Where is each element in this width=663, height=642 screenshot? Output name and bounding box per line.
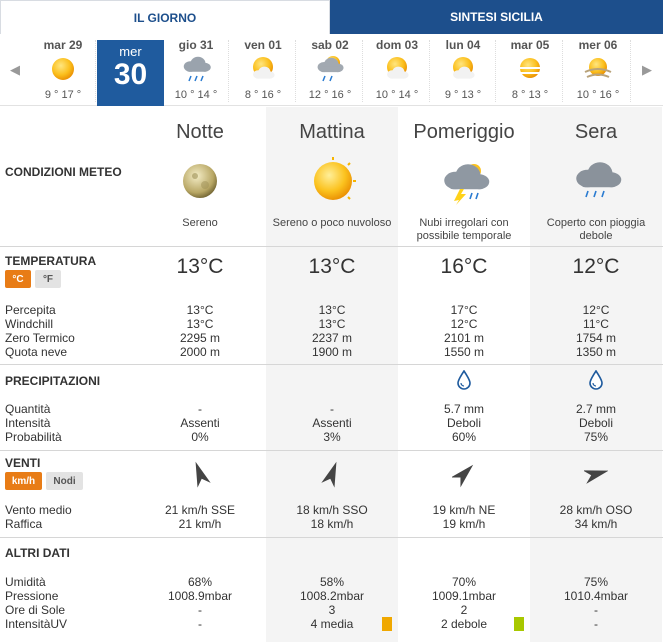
day-selected[interactable] <box>97 40 164 106</box>
section-title-temperature: TEMPERATURA <box>5 254 97 268</box>
temperature-value: 16°C <box>440 255 488 278</box>
chevron-right-icon[interactable]: ▶ <box>642 62 652 77</box>
wind-arrow-icon <box>188 459 212 489</box>
other-row-value: 4 media <box>310 617 354 631</box>
sun-cloud-icon <box>446 54 480 84</box>
temp-row-value: 1900 m <box>311 345 353 359</box>
wind-arrow-icon <box>452 459 476 489</box>
day-item[interactable] <box>230 34 296 106</box>
temp-row-value: 13°C <box>186 317 214 331</box>
other-row-value: 70% <box>451 575 477 589</box>
precip-row-value: Assenti <box>180 416 220 430</box>
precip-row-label: Quantità <box>5 402 51 416</box>
temp-row-value: 12°C <box>582 303 610 317</box>
forecast-grid <box>0 107 663 642</box>
wind-row-value: 18 km/h SSO <box>296 503 368 517</box>
temp-row-value: 1754 m <box>575 331 617 345</box>
wind-row-label: Vento medio <box>5 503 72 517</box>
wind-row-value: 21 km/h SSE <box>164 503 236 517</box>
temperature-value: 12°C <box>572 255 620 278</box>
day-divider <box>228 40 229 102</box>
day-item[interactable] <box>163 34 229 106</box>
sun-wind-icon <box>581 54 615 84</box>
selected-day-name: mer <box>119 44 142 59</box>
section-title-conditions: CONDIZIONI METEO <box>5 165 122 179</box>
other-row-value: - <box>594 617 598 631</box>
section-title-wind: VENTI <box>5 456 41 470</box>
moon-icon <box>180 161 220 201</box>
other-row-label: IntensitàUV <box>5 617 68 631</box>
period-header: Pomeriggio <box>413 121 515 143</box>
day-name: gio 31 <box>178 38 214 52</box>
day-divider <box>630 40 631 102</box>
day-temps: 8 ° 13 ° <box>511 89 549 101</box>
temp-row-value: 12°C <box>450 317 478 331</box>
day-divider <box>295 40 296 102</box>
temp-row-value: 2237 m <box>311 331 353 345</box>
other-row-value: 68% <box>187 575 213 589</box>
other-row-value: 1008.9mbar <box>167 589 233 603</box>
chevron-left-icon[interactable]: ◀ <box>10 62 20 77</box>
section-divider <box>0 450 663 451</box>
precip-row-label: Intensità <box>5 416 51 430</box>
unit-celsius-button[interactable]: °C <box>5 270 31 288</box>
precip-row-value: 75% <box>583 430 609 444</box>
day-divider <box>362 40 363 102</box>
uv-level-indicator <box>514 617 524 631</box>
other-row-label: Ore di Sole <box>5 603 66 617</box>
day-item[interactable] <box>30 34 96 106</box>
other-row-value: 2 debole <box>440 617 488 631</box>
other-row-value: 2 <box>460 603 468 617</box>
other-row-value: 1010.4mbar <box>563 589 629 603</box>
wind-arrow-icon <box>584 459 608 489</box>
other-row-value: 58% <box>319 575 345 589</box>
day-item[interactable] <box>565 34 631 106</box>
day-selector <box>0 34 663 106</box>
condition-description: Coperto con pioggia debole <box>546 217 646 242</box>
day-name: sab 02 <box>311 38 349 52</box>
day-temps: 9 ° 17 ° <box>44 89 82 101</box>
other-row-value: 75% <box>583 575 609 589</box>
section-title-precipitation: PRECIPITAZIONI <box>5 374 101 388</box>
precip-row-value: Assenti <box>312 416 352 430</box>
tab-il-giorno[interactable]: IL GIORNO <box>0 0 330 34</box>
sun-haze-icon <box>513 54 547 84</box>
temp-row-value: 11°C <box>583 317 609 331</box>
other-row-value: 3 <box>328 603 336 617</box>
precip-row-value: - <box>198 402 202 416</box>
thunderstorm-icon <box>434 161 494 205</box>
day-temps: 10 ° 16 ° <box>576 89 620 101</box>
precip-row-value: - <box>330 402 334 416</box>
other-row-value: 1008.2mbar <box>299 589 365 603</box>
section-title-other: ALTRI DATI <box>5 546 70 560</box>
day-temps: 10 ° 14 ° <box>174 89 218 101</box>
precip-row-value: Deboli <box>446 416 482 430</box>
sun-cloud-icon <box>380 54 414 84</box>
other-row-label: Pressione <box>5 589 59 603</box>
other-row-label: Umidità <box>5 575 46 589</box>
section-divider <box>0 537 663 538</box>
wind-row-value: 19 km/h <box>442 517 486 531</box>
sun-icon <box>46 54 80 84</box>
day-temps: 12 ° 16 ° <box>308 89 352 101</box>
temp-row-label: Zero Termico <box>5 331 75 345</box>
temperature-value: 13°C <box>176 255 224 278</box>
temp-row-value: 13°C <box>318 317 346 331</box>
section-divider <box>0 364 663 365</box>
wind-row-value: 28 km/h OSO <box>559 503 633 517</box>
temp-row-label: Quota neve <box>5 345 68 359</box>
unit-knots-button[interactable]: Nodi <box>46 472 83 490</box>
cloud-rain-icon <box>179 54 213 84</box>
wind-arrow-icon <box>320 459 344 489</box>
cloud-sun-rain-icon <box>313 54 347 84</box>
temp-row-value: 13°C <box>186 303 214 317</box>
uv-level-indicator <box>382 617 392 631</box>
precip-row-value: 0% <box>191 430 209 444</box>
day-divider <box>95 40 96 102</box>
day-divider <box>495 40 496 102</box>
other-row-value: - <box>594 603 598 617</box>
temperature-value: 13°C <box>308 255 356 278</box>
wind-row-value: 18 km/h <box>310 517 354 531</box>
condition-description: Nubi irregolari con possibile temporale <box>416 217 512 242</box>
other-row-value: - <box>198 603 202 617</box>
unit-fahrenheit-button[interactable]: °F <box>35 270 61 288</box>
day-divider <box>562 40 563 102</box>
period-header: Mattina <box>299 121 365 143</box>
other-row-value: 1009.1mbar <box>431 589 497 603</box>
tab-sintesi-sicilia[interactable]: SINTESI SICILIA <box>330 0 663 34</box>
temp-row-value: 2295 m <box>179 331 221 345</box>
precip-row-label: Probabilità <box>5 430 62 444</box>
temp-row-value: 2000 m <box>179 345 221 359</box>
temp-row-value: 1350 m <box>575 345 617 359</box>
day-name: dom 03 <box>375 38 418 52</box>
day-name: mer 06 <box>578 38 618 52</box>
temp-row-label: Percepita <box>5 303 56 317</box>
period-header: Sera <box>574 121 618 143</box>
temp-row-value: 17°C <box>450 303 478 317</box>
precip-row-value: 2.7 mm <box>575 402 616 416</box>
cloud-rain-icon <box>566 161 626 201</box>
temp-row-value: 13°C <box>318 303 346 317</box>
day-temps: 9 ° 13 ° <box>444 89 482 101</box>
day-temps: 8 ° 16 ° <box>244 89 282 101</box>
raindrop-icon <box>589 370 603 390</box>
period-header: Notte <box>176 121 224 143</box>
unit-kmh-button[interactable]: km/h <box>5 472 42 490</box>
day-temps: 10 ° 14 ° <box>375 89 419 101</box>
precip-row-value: 60% <box>451 430 477 444</box>
temp-row-value: 2101 m <box>443 331 485 345</box>
precip-row-value: 3% <box>323 430 341 444</box>
selected-day-number: 30 <box>113 58 148 91</box>
day-item[interactable] <box>430 34 496 106</box>
section-divider <box>0 246 663 247</box>
sun-cloud-icon <box>246 54 280 84</box>
top-tabs <box>0 0 663 34</box>
wind-row-value: 19 km/h NE <box>432 503 496 517</box>
condition-description: Sereno <box>182 217 218 229</box>
day-item[interactable] <box>364 34 430 106</box>
sun-icon <box>307 157 357 205</box>
day-name: mar 05 <box>510 38 550 52</box>
precip-row-value: Deboli <box>578 416 614 430</box>
condition-description: Sereno o poco nuvoloso <box>272 217 392 229</box>
raindrop-icon <box>457 370 471 390</box>
day-name: ven 01 <box>244 38 282 52</box>
wind-row-value: 21 km/h <box>178 517 222 531</box>
precip-row-value: 5.7 mm <box>443 402 484 416</box>
other-row-value: - <box>198 617 202 631</box>
day-name: mar 29 <box>43 38 83 52</box>
day-name: lun 04 <box>445 38 481 52</box>
wind-row-label: Raffica <box>5 517 43 531</box>
temp-row-value: 1550 m <box>443 345 485 359</box>
day-item[interactable] <box>297 34 363 106</box>
wind-row-value: 34 km/h <box>574 517 618 531</box>
day-item[interactable] <box>497 34 563 106</box>
temp-row-label: Windchill <box>5 317 54 331</box>
